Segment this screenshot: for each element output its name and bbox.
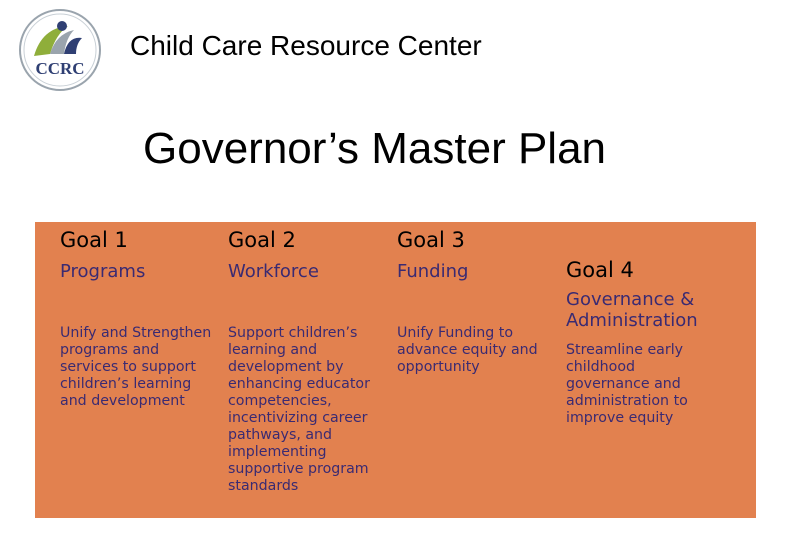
goal-3-column — [397, 228, 562, 376]
goal-4-description: Streamline early childhood governance and administration to improve equity — [566, 342, 688, 427]
goal-2-description: Support children’s learning and development by enhancing educator competencies, incentivizing career pathways, and implementing supportive program standards — [228, 324, 370, 494]
page-title: Governor’s Master Plan — [143, 124, 607, 173]
goal-1-number: Goal 1 — [60, 228, 128, 252]
goal-2-number: Goal 2 — [228, 228, 296, 252]
goal-4-name: Governance & Administration — [566, 289, 698, 332]
logo-text: CCRC — [35, 59, 85, 78]
goal-1-name: Programs — [60, 261, 146, 283]
goal-2-column — [228, 228, 393, 495]
goal-2-name: Workforce — [228, 261, 319, 283]
goal-1-column — [60, 228, 220, 410]
goal-4-number: Goal 4 — [566, 258, 634, 282]
ccrc-logo — [16, 8, 104, 92]
organization-name: Child Care Resource Center — [130, 30, 482, 61]
goal-4-column — [566, 258, 736, 427]
goal-1-description: Unify and Strengthen programs and services to support children’s learning and development — [60, 324, 212, 409]
goal-3-name: Funding — [397, 261, 469, 283]
goal-3-description: Unify Funding to advance equity and opportunity — [397, 324, 538, 375]
goal-3-number: Goal 3 — [397, 228, 465, 252]
